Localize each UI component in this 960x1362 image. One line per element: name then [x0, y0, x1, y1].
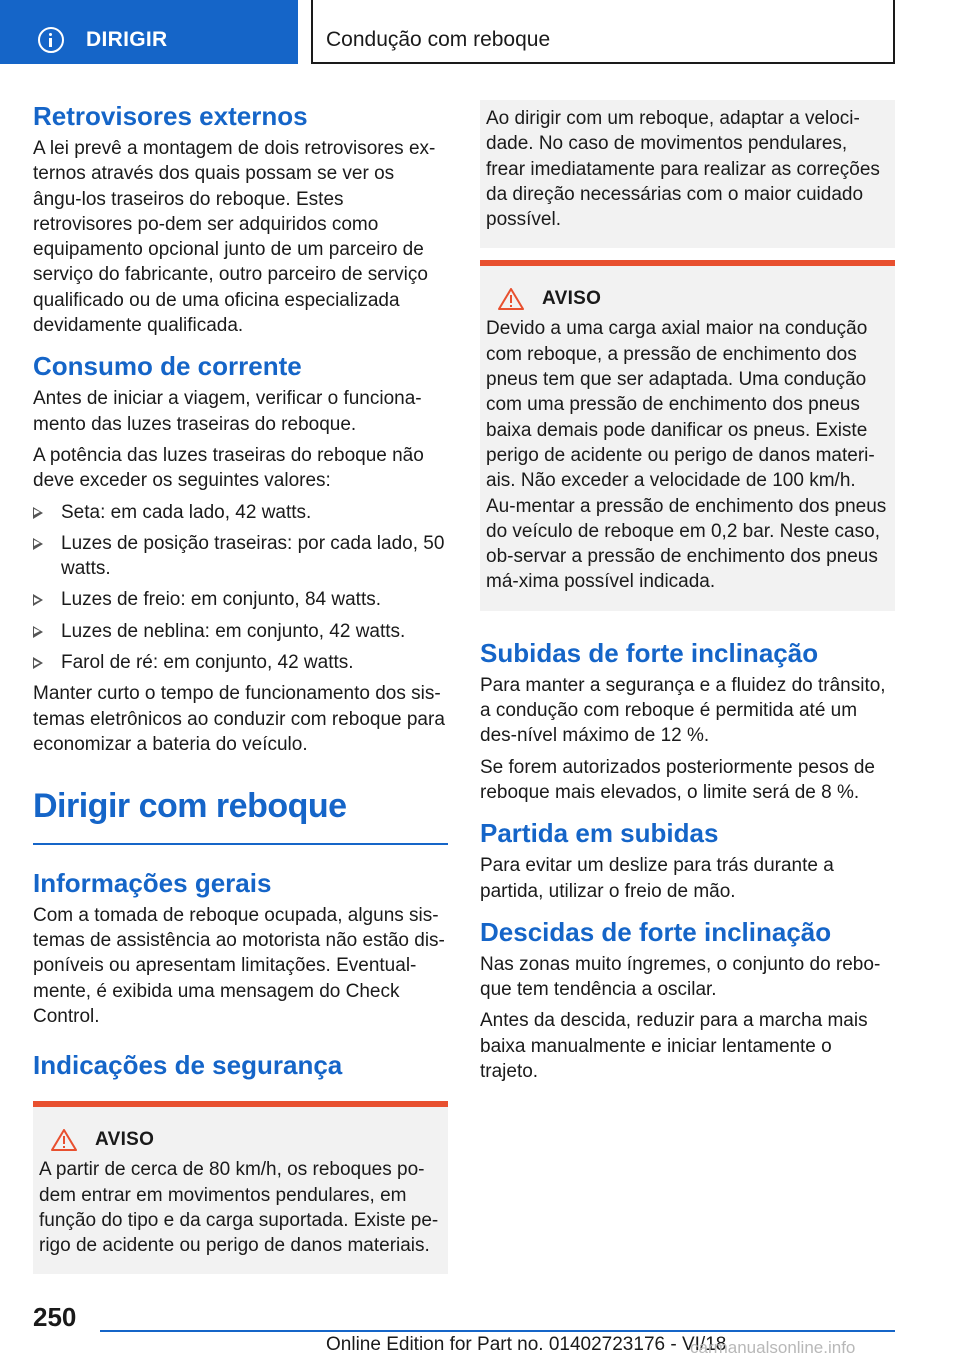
chapter-title: Dirigir com reboque — [33, 787, 347, 826]
start-heading: Partida em subidas — [480, 818, 719, 849]
descents-heading: Descidas de forte inclinação — [480, 916, 832, 947]
info-icon — [38, 27, 64, 53]
right-column — [480, 100, 895, 1084]
triangle-bullet-icon — [33, 594, 43, 606]
left-column — [33, 100, 448, 1274]
safety-heading: Indicações de segurança — [33, 1050, 343, 1081]
list-item: Luzes de posição traseiras: por cada lado, 50 watts. — [33, 531, 448, 582]
mirrors-text: A lei prevê a montagem de dois retrovisores ex-ternos através dos quais possam se ver os ângu-los traseiros do reboque. Estes retrovisores po-dem ser adquiridos como equipamento opcional junto de um parceiro de serviço do fabricante, outro parceiro de serviço qualificado ou de uma oficina especializada devidamente qualificada. — [33, 138, 436, 337]
general-heading: Informações gerais — [33, 867, 272, 898]
note-text: Ao dirigir com um reboque, adaptar a veloci-dade. No caso de movimentos pendulares, frear imediatamente para realizar as correções da direção necessárias com o maior cuidado possível. — [486, 108, 880, 231]
triangle-bullet-icon — [33, 657, 43, 669]
climbs-heading: Subidas de forte inclinação — [480, 637, 819, 668]
safety-warning-box — [33, 1101, 448, 1274]
list-item: Luzes de freio: em conjunto, 84 watts. — [33, 587, 448, 612]
header-section-label: DIRIGIR — [86, 28, 168, 51]
climbs-paragraph-2: Se forem autorizados posteriormente pesos de reboque mais elevados, o limite será de 8 %. — [480, 756, 875, 803]
power-limits-list — [33, 500, 448, 676]
warning-text: Devido a uma carga axial maior na condução com reboque, a pressão de enchimento dos pneus tem que ser adaptada. Uma condução com uma pressão de enchimento dos pneus baixa demais pode danificar os pneus. Existe perigo de acidente ou perigo de danos materi-ais. Não exceder a velocidade de 100 km/h. Au-mentar a pressão de enchimento dos pneus do veículo de reboque em 0,2 bar. Neste caso, ob-servar a pressão de enchimento dos pneus má-xima possível indicada. — [486, 318, 887, 593]
triangle-bullet-icon — [33, 626, 43, 638]
warning-text: A partir de cerca de 80 km/h, os reboques po-dem entrar em movimentos pendulares, em função do tipo e da carga suportada. Existe pe-rigo de acidente ou perigo de danos materiais. — [39, 1159, 439, 1257]
list-item: Luzes de neblina: em conjunto, 42 watts. — [33, 619, 448, 644]
header-section-tab — [0, 0, 298, 64]
list-item: Farol de ré: em conjunto, 42 watts. — [33, 650, 448, 675]
power-paragraph-2: A potência das luzes traseiras do reboque não deve exceder os seguintes valores: — [33, 444, 424, 492]
footer-divider — [100, 1330, 895, 1332]
descents-paragraph-2: Antes da descida, reduzir para a marcha mais baixa manualmente e iniciar lentamente o trajeto. — [480, 1010, 868, 1083]
power-paragraph-1: Antes de iniciar a viagem, verificar o funciona-mento das luzes traseiras do reboque. — [33, 388, 422, 435]
warning-triangle-icon — [498, 288, 524, 310]
warning-header — [39, 1129, 440, 1151]
page-number: 250 — [33, 1302, 77, 1332]
descents-paragraph-1: Nas zonas muito íngremes, o conjunto do rebo-que tem tendência a oscilar. — [480, 953, 881, 1001]
warning-label: AVISO — [542, 288, 602, 310]
chapter-divider — [33, 843, 448, 845]
climbs-paragraph-1: Para manter a segurança e a fluidez do trânsito, a condução com reboque é permitida até um des-nível máximo de 12 %. — [480, 674, 886, 747]
start-text: Para evitar um deslize para trás durante a partida, utilizar o freio de mão. — [480, 855, 834, 902]
warning-label: AVISO — [95, 1129, 155, 1151]
note-box — [480, 100, 895, 248]
footer-edition: Online Edition for Part no. 01402723176 - VI/18 — [326, 1334, 727, 1355]
triangle-bullet-icon — [33, 538, 43, 550]
tire-warning-box — [480, 260, 895, 610]
watermark: carmanualsonline.info — [690, 1338, 856, 1357]
power-heading: Consumo de corrente — [33, 351, 302, 382]
warning-triangle-icon — [51, 1129, 77, 1151]
mirrors-heading: Retrovisores externos — [33, 101, 308, 131]
warning-header — [486, 288, 887, 310]
triangle-bullet-icon — [33, 507, 43, 519]
power-paragraph-3: Manter curto o tempo de funcionamento dos sis-temas eletrônicos ao conduzir com reboque para economizar a bateria do veículo. — [33, 683, 445, 755]
list-item: Seta: em cada lado, 42 watts. — [33, 500, 448, 525]
general-text: Com a tomada de reboque ocupada, alguns sis-temas de assistência ao motorista não estão dis-poníveis ou apresentam limitações. Eventual-mente, é exibida uma mensagem do Check Control. — [33, 904, 445, 1027]
header-topic-label: Condução com reboque — [326, 28, 551, 51]
